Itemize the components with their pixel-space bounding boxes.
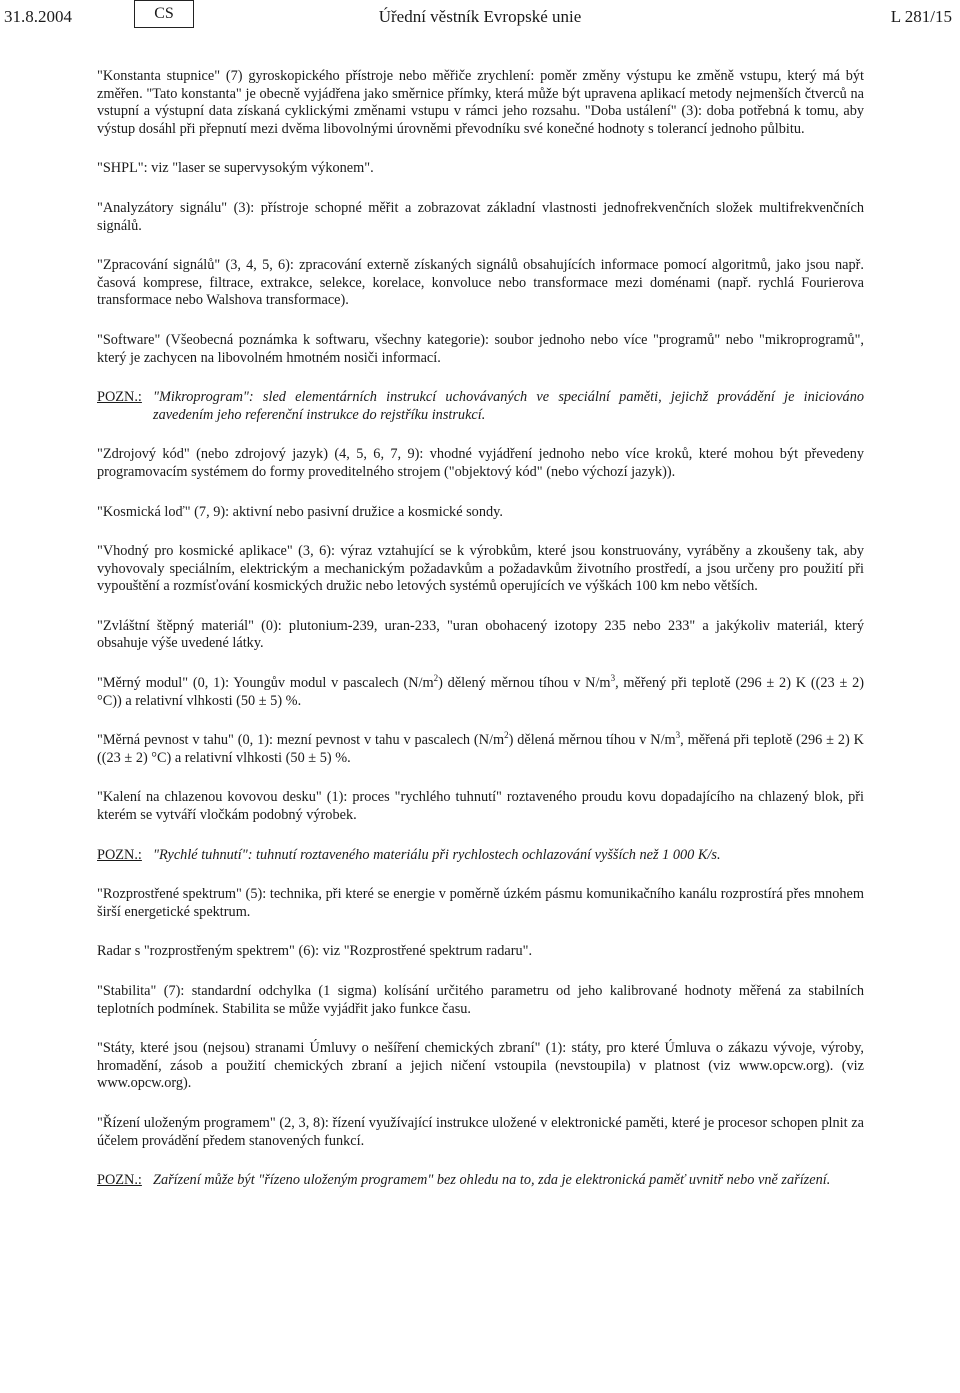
text-part: , měřený při teplotě (296 ± 2) K ((23 ± 2) °C)) a relativní vlhkosti (50 ± 5) %. (97, 675, 864, 709)
definition-paragraph: "Státy, které jsou (nejsou) stranami Úmluvy o nešíření chemických zbraní" (1): státy, pro které Úmluva o zákazu vývoje, výroby, hromadění, zásob a použití chemických zbraní a jejich ničení vstoupila (nevstoupila) v platnost (viz www.opcw.org). (viz www.opcw.org). (97, 1040, 864, 1092)
definition-paragraph (97, 675, 864, 710)
text-part: "Měrná pevnost v tahu" (0, 1): mezní pevnost v tahu v pascalech (N/m (97, 732, 505, 749)
definition-paragraph: "Vhodný pro kosmické aplikace" (3, 6): výraz vztahující se k výrobkům, které jsou konstruovány, vyráběny a zkoušeny tak, aby vyhovovaly speciálním, elektrickým a mechanickým požadavkům a požadavkům životního prostředí, a jsou určeny pro použití při vypouštění a rozmísťování kosmických družic nebo letových systémů operujících ve výškách 100 km nebo větších. (97, 543, 864, 595)
document-body (97, 68, 864, 1212)
note-label: POZN.: (97, 846, 142, 863)
definition-paragraph: "Kalení na chlazenou kovovou desku" (1): proces "rychlého tuhnutí" roztaveného proudu kovu dopadajícího na chlazený blok, při kterém se vytváří vločkám podobný výrobek. (97, 789, 864, 824)
definition-paragraph: "Rozprostřené spektrum" (5): technika, při které se energie v poměrně úzkém pásmu komunikačního kanálu rozprostírá přes mnohem širší energetické spektrum. (97, 886, 864, 920)
note-block (97, 1172, 864, 1190)
note-text: Zařízení může být "řízeno uloženým programem" bez ohledu na to, zda je elektronická paměť uvnitř nebo vně zařízení. (153, 1172, 831, 1189)
definition-paragraph: "Analyzátory signálu" (3): přístroje schopné měřit a zobrazovat základní vlastnosti jednofrekvenčních složek multifrekvenčních signálů. (97, 199, 864, 234)
text-part: ) dělená měrnou tíhou v N/m (508, 732, 676, 749)
definition-paragraph: "Software" (Všeobecná poznámka k softwaru, všechny kategorie): soubor jednoho nebo více "programů" nebo "mikroprogramů", který je zachycen na libovolném hmotném nosiči informací. (97, 331, 864, 366)
definition-paragraph: Radar s "rozprostřeným spektrem" (6): viz "Rozprostřené spektrum radaru". (97, 943, 533, 960)
page-header (0, 0, 960, 34)
superscript: 3 (675, 730, 681, 741)
definition-paragraph: "Řízení uloženým programem" (2, 3, 8): řízení využívající instrukce uložené v elektronické paměti, které je procesor schopen plnit za účelem provádění předem stanovených funkcí. (97, 1114, 864, 1149)
definition-paragraph: "SHPL": viz "laser se supervysokým výkonem". (97, 160, 374, 177)
definition-paragraph: "Zdrojový kód" (nebo zdrojový jazyk) (4, 5, 6, 7, 9): vhodné vyjádření jednoho nebo více kroků, které mohou být převedeny programovacím systémem do formy proveditelného strojem ("objektový kód" (nebo výchozí jazyk)). (97, 446, 864, 480)
definition-paragraph: "Konstanta stupnice" (7) gyroskopického přístroje nebo měřiče zrychlení: poměr změny výstupu ke změně vstupu, který má být změřen. "Tato konstanta" je obecně vyjádřena jako směrnice přímky, která může být upravena aplikací metody nejmenších čtverců na vstupní a výstupní data získaná cyklickými změnami vstupu v rámci jeho rozsahu. "Doba ustálení" (3): doba potřebná k tomu, aby výstup dosáhl při přepnutí mezi dvěma libovolnými úrovněmi převodníku své konečné hodnoty s tolerancí jednoho půlbitu. (97, 68, 864, 137)
note-label: POZN.: (97, 1172, 142, 1189)
superscript: 3 (610, 673, 616, 684)
note-label: POZN.: (97, 389, 142, 406)
journal-title: Úřední věstník Evropské unie (378, 7, 582, 26)
note-text: "Rychlé tuhnutí": tuhnutí roztaveného materiálu při rychlostech ochlazování vyšších než 1 000 K/s. (153, 846, 721, 863)
definition-paragraph: "Kosmická loď" (7, 9): aktivní nebo pasivní družice a kosmické sondy. (97, 503, 503, 520)
definition-paragraph: "Zpracování signálů" (3, 4, 5, 6): zpracování externě získaných signálů obsahujících informace pomocí algoritmů, jako jsou např. časová komprese, filtrace, extrakce, selekce, korelace, konvoluce nebo transformace mezi doménami (např. rychlá Fourierova transformace nebo Walshova transformace). (97, 257, 864, 309)
note-block (97, 847, 864, 865)
text-part: , měřená při teplotě (296 ± 2) K ((23 ± 2) °C) a relativní vlhkosti (50 ± 5) %. (97, 732, 864, 766)
superscript: 2 (433, 673, 439, 684)
page-reference: L 281/15 (890, 7, 952, 26)
note-block (97, 389, 864, 424)
definition-paragraph (97, 732, 864, 767)
definition-paragraph: "Stabilita" (7): standardní odchylka (1 sigma) kolísání určitého parametru od jeho kalibrované hodnoty měřená za stabilních teplotních podmínek. Stabilita se může vyjádřit jako funkce času. (97, 983, 864, 1017)
superscript: 2 (504, 730, 509, 741)
publication-date: 31.8.2004 (4, 7, 72, 26)
text-part: "Měrný modul" (0, 1): Youngův modul v pascalech (N/m (97, 675, 434, 692)
definition-paragraph: "Zvláštní štěpný materiál" (0): plutonium-239, uran-233, "uran obohacený izotopy 235 nebo 233" a jakýkoliv materiál, který obsahuje výše uvedené látky. (97, 617, 864, 652)
text-part: ) dělený měrnou tíhou v N/m (438, 675, 611, 692)
language-box: CS (134, 0, 194, 28)
note-text: "Mikroprogram": sled elementárních instrukcí uchovávaných ve speciální paměti, jejichž provádění je iniciováno zavedením jeho referenční instrukce do rejstříku instrukcí. (153, 389, 864, 423)
